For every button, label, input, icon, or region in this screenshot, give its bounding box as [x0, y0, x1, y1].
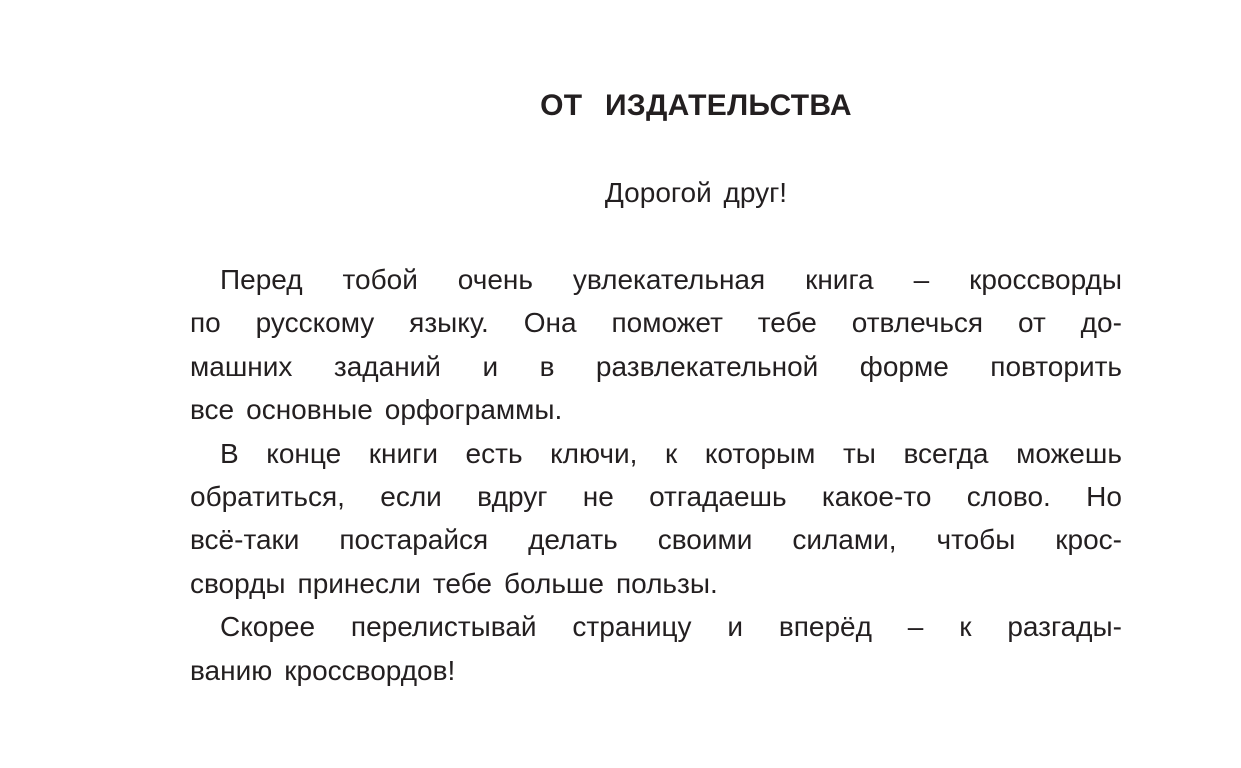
word: развлекательной [595, 350, 819, 382]
word: и [727, 611, 744, 643]
word: можешь [1016, 437, 1122, 469]
word: форме [859, 350, 949, 382]
word: языку. [409, 307, 489, 339]
word: к [664, 437, 678, 469]
word: Но [1086, 480, 1122, 512]
word: поможет [611, 307, 723, 339]
word: обратиться, [190, 480, 345, 512]
page-title: ОТ ИЗДАТЕЛЬСТВА [540, 89, 852, 122]
word: кроссвордов! [284, 654, 456, 686]
word: больше [503, 567, 604, 599]
greeting: Дорогой друг! [604, 177, 788, 208]
word: пользы. [615, 567, 718, 599]
word: орфограммы. [384, 394, 563, 426]
paragraph-line [190, 301, 1122, 344]
word: заданий [333, 350, 441, 382]
body-text [190, 258, 1122, 692]
word: кроссворды [969, 264, 1122, 295]
word: конце [266, 437, 342, 469]
word: чтобы [936, 524, 1016, 556]
word: не [582, 480, 614, 512]
word: и [482, 350, 499, 382]
paragraph-line [190, 345, 1122, 388]
word: до- [1080, 307, 1122, 339]
paragraph-line [190, 605, 1122, 648]
paragraph-line [190, 649, 1122, 692]
word: книги [368, 437, 438, 469]
word: увлекательная [572, 264, 766, 295]
word: В [220, 437, 239, 469]
word: книга [805, 264, 874, 295]
word: машних [190, 350, 293, 382]
word: какое-то [821, 480, 932, 512]
word: принесли [297, 567, 421, 599]
word: тебе [757, 307, 817, 339]
word: от [1017, 307, 1046, 339]
word: всё-таки [190, 524, 300, 556]
paragraph-line [190, 388, 1122, 431]
word: если [380, 480, 442, 512]
word: есть [465, 437, 523, 469]
word: которым [704, 437, 816, 469]
word: ключи, [550, 437, 638, 469]
word: перелистывай [350, 611, 537, 643]
word: вдруг [477, 480, 548, 512]
paragraph-line [190, 475, 1122, 518]
word: к [959, 611, 972, 643]
word: слово. [966, 480, 1051, 512]
word: очень [457, 264, 533, 295]
word: русскому [255, 307, 375, 339]
word: делать [528, 524, 618, 556]
word: тебе [432, 567, 492, 599]
word: основные [246, 394, 373, 426]
paragraph-line [190, 432, 1122, 475]
word: Она [523, 307, 577, 339]
word: силами, [792, 524, 897, 556]
word: вперёд [778, 611, 872, 643]
word: – [907, 611, 924, 643]
paragraph-line [190, 518, 1122, 561]
word: страницу [572, 611, 692, 643]
word: отгадаешь [649, 480, 787, 512]
paragraph-line [190, 562, 1122, 605]
word: сворды [190, 567, 286, 599]
word: всегда [903, 437, 989, 469]
word: Перед [220, 264, 303, 295]
word: своими [657, 524, 753, 556]
word: постарайся [339, 524, 489, 556]
word: – [913, 264, 930, 295]
word: все [190, 394, 235, 426]
word: отвлечься [851, 307, 984, 339]
word: ванию [190, 654, 273, 686]
word: тобой [342, 264, 418, 295]
word: повторить [990, 350, 1122, 382]
word: в [539, 350, 555, 382]
word: ты [842, 437, 876, 469]
word: крос- [1055, 524, 1122, 556]
paragraph-line [190, 258, 1122, 301]
word: Скорее [220, 611, 316, 643]
word: по [190, 307, 221, 339]
word: разгады- [1007, 611, 1122, 643]
